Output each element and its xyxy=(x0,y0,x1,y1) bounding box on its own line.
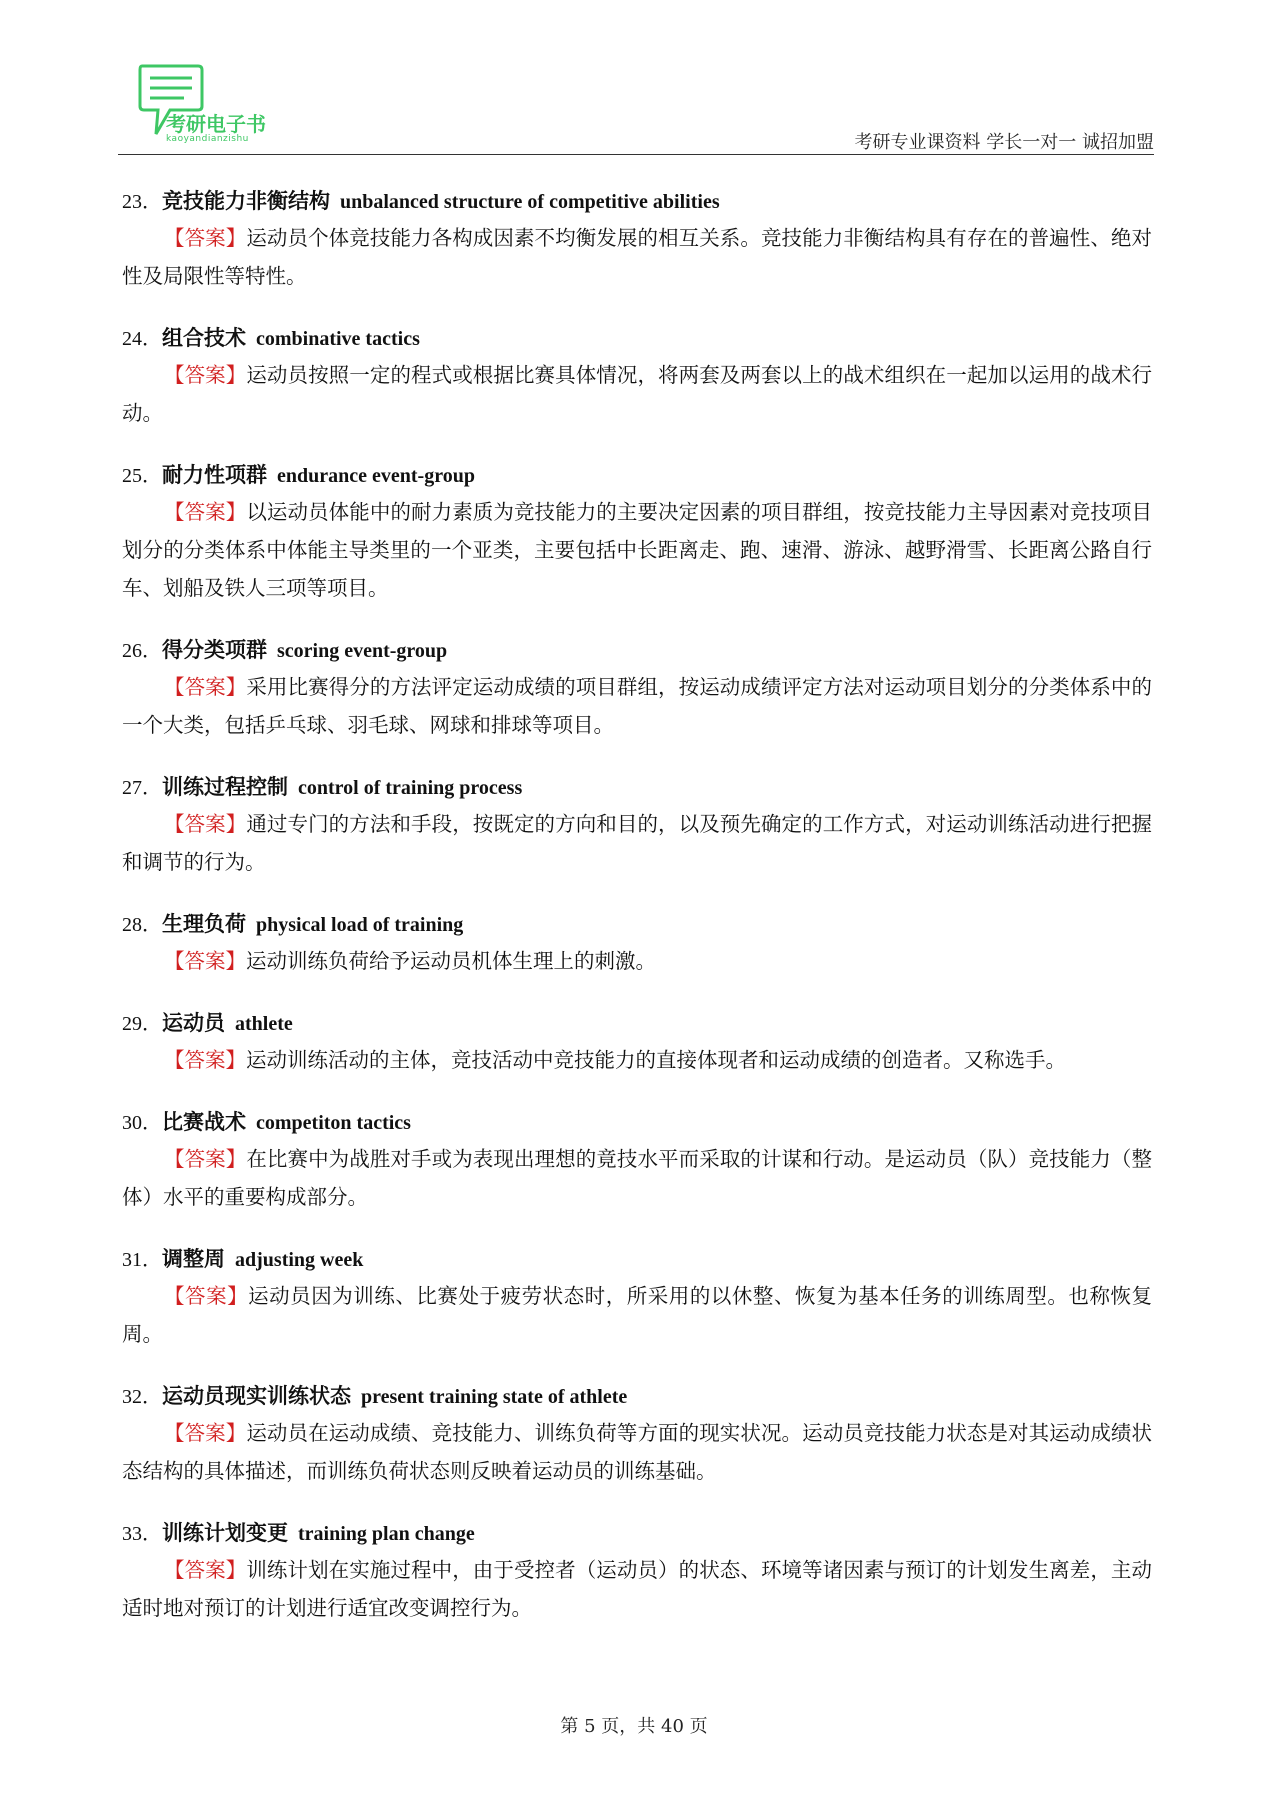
entry-title xyxy=(122,907,1152,942)
glossary-entry xyxy=(122,770,1152,881)
entry-english-term: physical load of training xyxy=(256,914,464,936)
answer-label: 【答案】 xyxy=(164,949,246,973)
answer-text: 运动训练负荷给予运动员机体生理上的刺激。 xyxy=(246,949,656,973)
entry-term: 耐力性项群 xyxy=(162,463,267,487)
answer-label: 【答案】 xyxy=(164,1048,246,1072)
glossary-entry xyxy=(122,458,1152,607)
entry-english-term: scoring event-group xyxy=(277,640,448,662)
entry-title xyxy=(122,458,1152,493)
entry-number: 26． xyxy=(122,640,162,662)
brand-name: 考研电子书 xyxy=(166,112,266,136)
entry-english-term: combinative tactics xyxy=(256,328,420,350)
answer-label: 【答案】 xyxy=(164,363,247,387)
glossary-entry xyxy=(122,184,1152,295)
glossary-entry xyxy=(122,1105,1152,1216)
answer-text: 通过专门的方法和手段，按既定的方向和目的，以及预先确定的工作方式，对运动训练活动进行把握和调节的行为。 xyxy=(122,812,1153,874)
entry-answer xyxy=(122,668,1152,744)
entry-answer xyxy=(122,1140,1152,1216)
page-header xyxy=(118,56,1154,156)
answer-text: 采用比赛得分的方法评定运动成绩的项目群组，按运动成绩评定方法对运动项目划分的分类体系中的一个大类，包括乒乓球、羽毛球、网球和排球等项目。 xyxy=(122,675,1153,737)
entry-term: 训练过程控制 xyxy=(162,775,288,799)
page-number: 第 5 页，共 40 页 xyxy=(560,1716,708,1737)
answer-text: 运动员因为训练、比赛处于疲劳状态时，所采用的以休整、恢复为基本任务的训练周型。也称恢复周。 xyxy=(122,1284,1153,1346)
entry-answer xyxy=(122,805,1152,881)
entry-number: 32． xyxy=(122,1386,162,1408)
entry-english-term: adjusting week xyxy=(235,1249,364,1271)
answer-label: 【答案】 xyxy=(164,1147,247,1171)
entry-title xyxy=(122,1006,1152,1041)
entry-title xyxy=(122,770,1152,805)
entry-term: 生理负荷 xyxy=(162,912,246,936)
entry-number: 24． xyxy=(122,328,162,350)
entry-answer xyxy=(122,1277,1152,1353)
entry-answer xyxy=(122,219,1152,295)
glossary-entry xyxy=(122,907,1152,980)
entry-english-term: present training state of athlete xyxy=(361,1386,628,1408)
entry-term: 调整周 xyxy=(162,1247,225,1271)
entry-term: 竞技能力非衡结构 xyxy=(162,189,330,213)
brand-pinyin: kaoyandianzishu xyxy=(166,134,249,144)
glossary-entry xyxy=(122,1379,1152,1490)
entry-term: 得分类项群 xyxy=(162,638,267,662)
entry-english-term: unbalanced structure of competitive abilities xyxy=(340,191,720,213)
entry-answer xyxy=(122,1041,1152,1079)
entry-english-term: endurance event-group xyxy=(277,465,475,487)
answer-label: 【答案】 xyxy=(164,500,247,524)
entry-title xyxy=(122,1516,1152,1551)
glossary-entry xyxy=(122,633,1152,744)
entry-number: 30． xyxy=(122,1112,162,1134)
answer-text: 运动员按照一定的程式或根据比赛具体情况，将两套及两套以上的战术组织在一起加以运用的战术行动。 xyxy=(122,363,1153,425)
answer-text: 训练计划在实施过程中，由于受控者（运动员）的状态、环境等诸因素与预订的计划发生离差，主动适时地对预订的计划进行适宜改变调控行为。 xyxy=(122,1558,1153,1620)
glossary-entry xyxy=(122,321,1152,432)
header-tagline: 考研专业课资料 学长一对一 诚招加盟 xyxy=(854,132,1154,153)
answer-label: 【答案】 xyxy=(164,1558,247,1582)
answer-label: 【答案】 xyxy=(164,812,247,836)
answer-label: 【答案】 xyxy=(164,226,247,250)
glossary-entry xyxy=(122,1516,1152,1627)
entry-answer xyxy=(122,1414,1152,1490)
entry-term: 运动员 xyxy=(162,1011,225,1035)
entry-title xyxy=(122,1379,1152,1414)
entry-number: 28． xyxy=(122,914,162,936)
entry-term: 比赛战术 xyxy=(162,1110,246,1134)
entry-term: 训练计划变更 xyxy=(162,1521,288,1545)
entry-number: 29． xyxy=(122,1013,162,1035)
entry-title xyxy=(122,633,1152,668)
entry-answer xyxy=(122,356,1152,432)
answer-text: 运动员在运动成绩、竞技能力、训练负荷等方面的现实状况。运动员竞技能力状态是对其运动成绩状态结构的具体描述，而训练负荷状态则反映着运动员的训练基础。 xyxy=(122,1421,1153,1483)
entry-answer xyxy=(122,493,1152,607)
entry-number: 31． xyxy=(122,1249,162,1271)
glossary-entry xyxy=(122,1242,1152,1353)
entry-number: 27． xyxy=(122,777,162,799)
entry-title xyxy=(122,1242,1152,1277)
answer-text: 运动训练活动的主体，竞技活动中竞技能力的直接体现者和运动成绩的创造者。又称选手。 xyxy=(246,1048,1066,1072)
entry-number: 25． xyxy=(122,465,162,487)
glossary-content xyxy=(122,184,1152,1653)
entry-english-term: competiton tactics xyxy=(256,1112,411,1134)
entry-answer xyxy=(122,1551,1152,1627)
answer-text: 运动员个体竞技能力各构成因素不均衡发展的相互关系。竞技能力非衡结构具有存在的普遍性、绝对性及局限性等特性。 xyxy=(122,226,1153,288)
glossary-entry xyxy=(122,1006,1152,1079)
answer-label: 【答案】 xyxy=(164,1284,249,1308)
entry-answer xyxy=(122,942,1152,980)
entry-term: 运动员现实训练状态 xyxy=(162,1384,351,1408)
entry-term: 组合技术 xyxy=(162,326,246,350)
entry-number: 23． xyxy=(122,191,162,213)
entry-title xyxy=(122,1105,1152,1140)
entry-english-term: control of training process xyxy=(298,777,523,799)
answer-label: 【答案】 xyxy=(164,675,247,699)
entry-title xyxy=(122,321,1152,356)
entry-title xyxy=(122,184,1152,219)
answer-text: 在比赛中为战胜对手或为表现出理想的竟技水平而采取的计谋和行动。是运动员（队）竞技能力（整体）水平的重要构成部分。 xyxy=(122,1147,1153,1209)
entry-english-term: training plan change xyxy=(298,1523,475,1545)
header-divider xyxy=(118,154,1154,155)
entry-english-term: athlete xyxy=(235,1013,293,1035)
entry-number: 33． xyxy=(122,1523,162,1545)
answer-label: 【答案】 xyxy=(164,1421,247,1445)
answer-text: 以运动员体能中的耐力素质为竞技能力的主要决定因素的项目群组，按竞技能力主导因素对竞技项目划分的分类体系中体能主导类里的一个亚类，主要包括中长距离走、跑、速滑、游泳、越野滑雪、长距离公路自行车、划船及铁人三项等项目。 xyxy=(122,500,1153,600)
